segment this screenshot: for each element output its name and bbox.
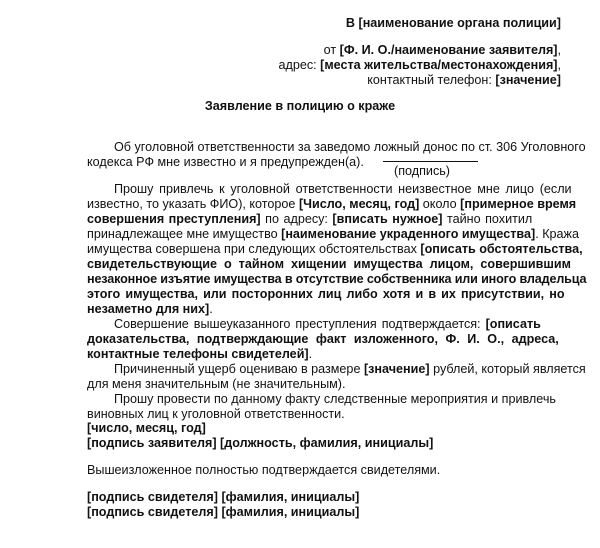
p2-line6: свидетельствующие о тайном хищении имущества лицом, совершившим bbox=[87, 257, 571, 271]
sender-value: [Ф. И. О./наименование заявителя] bbox=[339, 43, 558, 57]
p1-line2: кодекса РФ мне известно и я предупрежден(а). bbox=[87, 155, 364, 169]
property-placeholder: [наименование украденного имущества] bbox=[281, 227, 536, 241]
p5-line2: виновных лиц к уголовной ответственности. bbox=[87, 407, 345, 421]
p2-line2 bbox=[87, 197, 576, 212]
signature-line bbox=[383, 161, 478, 162]
confirmation-text: Вышеизложенное полностью подтверждается свидетелями. bbox=[87, 463, 441, 477]
p2-line2-around: около bbox=[419, 197, 461, 211]
p2-line4-text: принадлежащее мне имущество bbox=[87, 227, 282, 241]
p2-line5-text: имущества совершена при следующих обстоятельствах bbox=[87, 242, 421, 256]
p3-line1 bbox=[114, 317, 541, 332]
date-line: [число, месяц, год] bbox=[87, 421, 206, 435]
document-title: Заявление в полицию о краже bbox=[204, 99, 396, 113]
evidence-placeholder-end: контактные телефоны свидетелей] bbox=[87, 347, 309, 361]
p1-line1: Об уголовной ответственности за заведомо ложный донос по ст. 306 Уголовного bbox=[114, 140, 586, 154]
evidence-placeholder-start: [описать bbox=[485, 317, 541, 331]
circumstances-placeholder: [описать обстоятельства, bbox=[420, 242, 583, 256]
p2-line5 bbox=[87, 242, 583, 257]
recipient-prefix: В bbox=[345, 16, 359, 30]
address-line bbox=[278, 58, 561, 73]
p3-line3-end: . bbox=[308, 347, 313, 361]
phone-line bbox=[367, 73, 561, 88]
p2-line9 bbox=[87, 302, 213, 317]
p2-line2-text: известно, то указать ФИО), которое bbox=[87, 197, 299, 211]
p2-line3-addr: по адресу: bbox=[260, 212, 333, 226]
p4-line1 bbox=[114, 362, 586, 377]
address-prefix: адрес: bbox=[278, 58, 321, 72]
sender-line bbox=[324, 43, 561, 58]
p5-line1: Прошу провести по данному факту следственные мероприятия и привлечь bbox=[114, 392, 556, 406]
witness-signature-2: [подпись свидетеля] [фамилия, инициалы] bbox=[87, 505, 360, 519]
p3-line1-text: Совершение вышеуказанного преступления подтверждается: bbox=[114, 317, 486, 331]
signature-caption: (подпись) bbox=[394, 164, 450, 178]
p2-line4-end: . Кража bbox=[535, 227, 579, 241]
time-placeholder-end: совершения преступления] bbox=[87, 212, 261, 226]
address-placeholder: [вписать нужное] bbox=[332, 212, 443, 226]
time-placeholder-start: [примерное время bbox=[460, 197, 577, 211]
p3-line2: доказательства, подтверждающие факт изложенного, Ф. И. О., адреса, bbox=[87, 332, 559, 346]
date-placeholder: [Число, месяц, год] bbox=[298, 197, 420, 211]
phone-value: [значение] bbox=[495, 73, 561, 87]
address-suffix: , bbox=[557, 58, 561, 72]
p2-line7: незаконное изъятие имущества в отсутствие собственника или иного владельца bbox=[87, 272, 587, 286]
p2-line9-end: . bbox=[209, 302, 213, 316]
p4-line2: для меня значительным (не значительным). bbox=[87, 377, 346, 391]
p2-line1: Прошу привлечь к уголовной ответственности неизвестное мне лицо (если bbox=[114, 182, 572, 196]
sender-suffix: , bbox=[557, 43, 561, 57]
p2-line3 bbox=[87, 212, 532, 227]
phone-prefix: контактный телефон: bbox=[367, 73, 496, 87]
p2-line3-stole: тайно похитил bbox=[442, 212, 533, 226]
p4-line1-end: рублей, который является bbox=[429, 362, 586, 376]
sender-prefix: от bbox=[323, 43, 340, 57]
damage-placeholder: [значение] bbox=[363, 362, 430, 376]
p2-line4 bbox=[87, 227, 579, 242]
recipient-line bbox=[346, 16, 561, 31]
recipient-value: [наименование органа полиции] bbox=[358, 16, 561, 30]
applicant-signature: [подпись заявителя] [должность, фамилия, инициалы] bbox=[87, 436, 434, 450]
p2-line9-text: незаметно для них] bbox=[87, 302, 210, 316]
p4-line1-text: Причиненный ущерб оцениваю в размере bbox=[114, 362, 364, 376]
address-value: [места жительства/местонахождения] bbox=[320, 58, 558, 72]
witness-signature-1: [подпись свидетеля] [фамилия, инициалы] bbox=[87, 490, 360, 504]
p3-line3 bbox=[87, 347, 312, 362]
p2-line8: этого имущества, или посторонних лиц либо хотя и в их присутствии, но bbox=[87, 287, 565, 301]
